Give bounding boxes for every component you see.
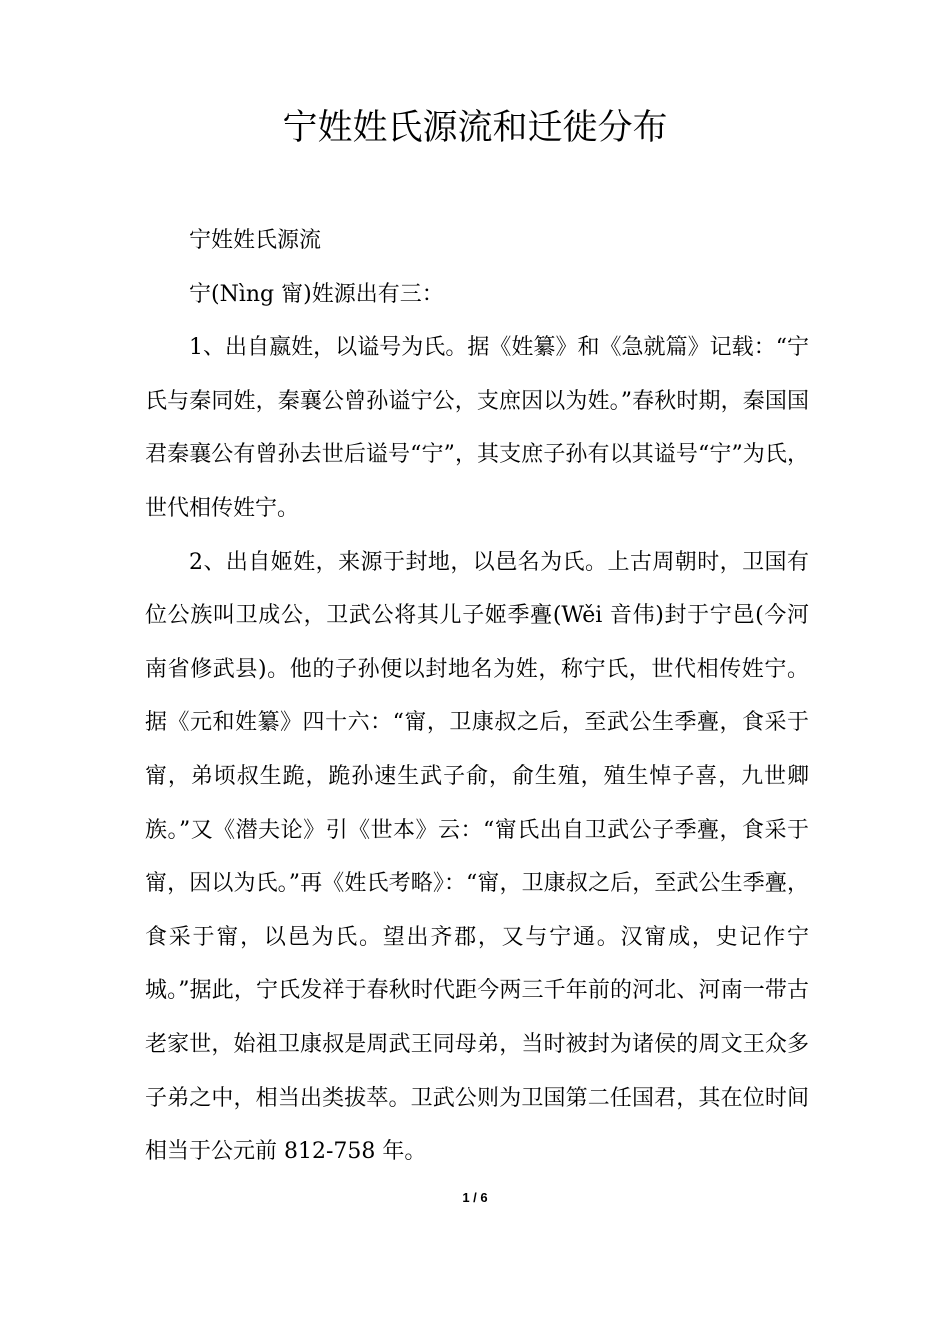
page-number: 1 / 6 (462, 1190, 488, 1205)
page-title: 宁姓姓氏源流和迁徙分布 (282, 108, 668, 148)
intro-paragraph: 宁(Nìng 甯)姓源出有三： (189, 281, 444, 307)
section-heading: 宁姓姓氏源流 (189, 228, 322, 253)
origin-paragraph-1: 1、出自嬴姓，以谥号为氏。据《姓纂》和《急就篇》记载：“宁氏与秦同姓，秦襄公曾孙谥宁公，支庶因以为姓。”春秋时期，秦国国君秦襄公有曾孙去世后谥号“宁”，其支庶子孙有以其谥号“宁”为氏，世代相传姓宁。 (145, 335, 809, 521)
origin-paragraph-2: 2、出自姬姓，来源于封地，以邑名为氏。上古周朝时，卫国有位公族叫卫成公，卫武公将其儿子姬季亹(Wěi 音伟)封于宁邑(今河南省修武县)。他的子孙便以封地名为姓，称宁氏，世代相传姓宁。据《元和姓纂》四十六：“甯，卫康叔之后，至武公生季亹，食采于甯，弟顷叔生跪，跪孙速生武子俞，俞生殖，殖生悼子喜，九世卿族。”又《潜夫论》引《世本》云：“甯氏出自卫武公子季亹，食采于甯，因以为氏。”再《姓氏考略》：“甯，卫康叔之后，至武公生季亹，食采于甯，以邑为氏。望出齐郡，又与宁通。汉甯成，史记作宁城。”据此，宁氏发祥于春秋时代距今两三千年前的河北、河南一带古老家世，始祖卫康叔是周武王同母弟，当时被封为诸侯的周文王众多子弟之中，相当出类拔萃。卫武公则为卫国第二任国君，其在位时间相当于公元前 812-758 年。 (145, 549, 809, 1165)
document-body (145, 214, 809, 1179)
